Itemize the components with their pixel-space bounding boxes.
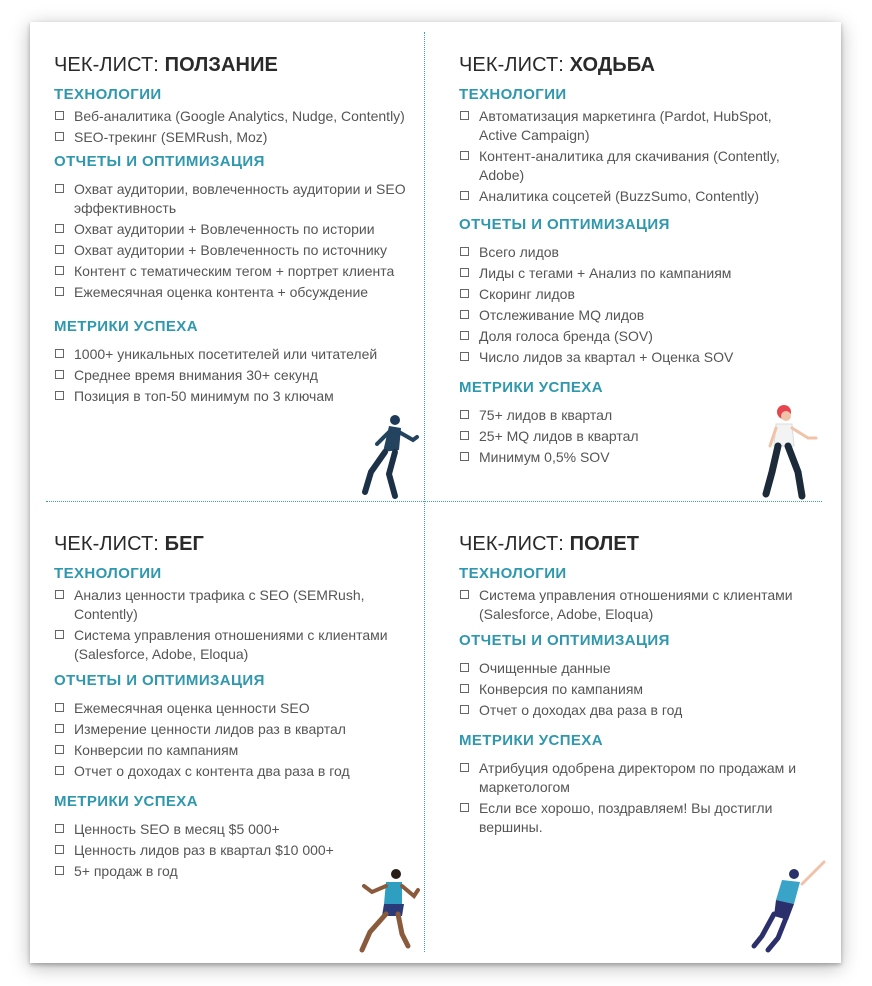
- checklist-title-crawling: [54, 54, 426, 77]
- checklist-item[interactable]: [459, 448, 809, 467]
- checklist-reports-optimization: [459, 659, 809, 720]
- checklist-item[interactable]: [459, 243, 809, 262]
- checkbox-icon[interactable]: [460, 410, 469, 419]
- quadrant-running: [54, 533, 409, 883]
- checkbox-icon[interactable]: [460, 352, 469, 361]
- checklist-item-label: Позиция в топ-50 минимум по 3 ключам: [74, 388, 334, 404]
- checklist-item-label: Если все хорошо, поздравляем! Вы достигли вершины.: [479, 800, 773, 835]
- checkbox-icon[interactable]: [55, 266, 64, 275]
- checklist-item-label: Автоматизация маркетинга (Pardot, HubSpot, Active Campaign): [479, 108, 772, 143]
- checkbox-icon[interactable]: [55, 724, 64, 733]
- checkbox-icon[interactable]: [55, 703, 64, 712]
- checklist-item[interactable]: [54, 626, 409, 664]
- section-heading-technologies: ТЕХНОЛОГИИ: [54, 565, 162, 582]
- checklist-item-label: Контент с тематическим тегом + портрет клиента: [74, 263, 395, 279]
- checklist-technologies: [459, 107, 809, 206]
- checklist-item-label: Охват аудитории + Вовлеченность по истории: [74, 221, 375, 237]
- checkbox-icon[interactable]: [55, 590, 64, 599]
- title-stage: БЕГ: [164, 533, 204, 555]
- checkbox-icon[interactable]: [55, 349, 64, 358]
- walking-person-illustration: [758, 402, 822, 502]
- quadrant-flying: [459, 533, 809, 839]
- checkbox-icon[interactable]: [55, 630, 64, 639]
- checkbox-icon[interactable]: [460, 151, 469, 160]
- checklist-item-label: Анализ ценности трафика с SEO (SEMRush, Contently): [74, 587, 365, 622]
- checklist-item[interactable]: [459, 427, 809, 446]
- checklist-item-label: Скоринг лидов: [479, 286, 575, 302]
- section-heading-reports-optimization: ОТЧЕТЫ И ОПТИМИЗАЦИЯ: [54, 153, 265, 170]
- checklist-item[interactable]: [54, 841, 409, 860]
- checklist-success-metrics: [459, 759, 809, 837]
- checklist-item[interactable]: [459, 799, 809, 837]
- checkbox-icon[interactable]: [55, 111, 64, 120]
- flying-person-illustration: [744, 856, 836, 954]
- checklist-item[interactable]: [459, 264, 809, 283]
- checklist-item[interactable]: [459, 107, 809, 145]
- checklist-item-label: Отчет о доходах два раза в год: [479, 702, 683, 718]
- checklist-success-metrics: [54, 345, 426, 406]
- title-prefix: ЧЕК-ЛИСТ:: [54, 533, 165, 555]
- section-heading-success-metrics: МЕТРИКИ УСПЕХА: [459, 732, 603, 749]
- checklist-item[interactable]: [459, 306, 809, 325]
- checkbox-icon[interactable]: [460, 452, 469, 461]
- checklist-title-walking: [459, 54, 809, 77]
- checklist-item[interactable]: [54, 720, 409, 739]
- checkbox-icon[interactable]: [460, 431, 469, 440]
- checklist-item-label: Ценность SEO в месяц $5 000+: [74, 821, 280, 837]
- quadrant-crawling: [54, 54, 426, 408]
- checklist-item-label: Среднее время внимания 30+ секунд: [74, 367, 318, 383]
- checklist-item[interactable]: [459, 701, 809, 720]
- checkbox-icon[interactable]: [460, 684, 469, 693]
- checkbox-icon[interactable]: [55, 370, 64, 379]
- checklist-item-label: Ежемесячная оценка контента + обсуждение: [74, 284, 369, 300]
- checkbox-icon[interactable]: [460, 705, 469, 714]
- checkbox-icon[interactable]: [460, 663, 469, 672]
- checkbox-icon[interactable]: [460, 268, 469, 277]
- checklist-item-label: 5+ продаж в год: [74, 863, 178, 879]
- section-heading-success-metrics: МЕТРИКИ УСПЕХА: [459, 379, 603, 396]
- checkbox-icon[interactable]: [55, 224, 64, 233]
- checklist-item[interactable]: [459, 187, 809, 206]
- checklist-item[interactable]: [54, 699, 409, 718]
- checkbox-icon[interactable]: [460, 331, 469, 340]
- checklist-item[interactable]: [54, 820, 409, 839]
- checkbox-icon[interactable]: [55, 184, 64, 193]
- horizontal-divider: [46, 501, 822, 502]
- title-stage: ПОЛЕТ: [569, 533, 640, 555]
- checklist-item-label: Аналитика соцсетей (BuzzSumo, Contently): [479, 188, 760, 204]
- title-prefix: ЧЕК-ЛИСТ:: [459, 533, 570, 555]
- checklist-success-metrics: [459, 406, 809, 467]
- checklist-item[interactable]: [459, 406, 809, 425]
- section-heading-success-metrics: МЕТРИКИ УСПЕХА: [54, 793, 198, 810]
- checkbox-icon[interactable]: [460, 111, 469, 120]
- checklist-item-label: Конверсии по кампаниям: [74, 742, 239, 758]
- checklist-item[interactable]: [54, 586, 409, 624]
- checklist-item-label: Ценность лидов раз в квартал $10 000+: [74, 842, 334, 858]
- checklist-item-label: Всего лидов: [479, 244, 559, 260]
- checklist-item-label: Конверсия по кампаниям: [479, 681, 644, 697]
- checklist-item-label: 1000+ уникальных посетителей или читателей: [74, 346, 378, 362]
- checklist-item-label: Веб-аналитика (Google Analytics, Nudge, Contently): [74, 108, 405, 124]
- checklist-item-label: Очищенные данные: [479, 660, 611, 676]
- checklist-item[interactable]: [459, 759, 809, 797]
- checklist-item[interactable]: [459, 327, 809, 346]
- checklist-item-label: Лиды с тегами + Анализ по кампаниям: [479, 265, 732, 281]
- checklist-item-label: Атрибуция одобрена директором по продажам и маркетологом: [479, 760, 797, 795]
- checkbox-icon[interactable]: [55, 866, 64, 875]
- checklist-item-label: Система управления отношениями с клиентами (Salesforce, Adobe, Eloqua): [74, 627, 388, 662]
- checklist-item[interactable]: [459, 147, 809, 185]
- checklist-item[interactable]: [54, 741, 409, 760]
- checklist-item-label: SEO-трекинг (SEMRush, Moz): [74, 129, 268, 145]
- checklist-reports-optimization: [54, 180, 426, 302]
- checkbox-icon[interactable]: [55, 287, 64, 296]
- checklist-item[interactable]: [459, 348, 809, 367]
- checklist-title-running: [54, 533, 409, 556]
- checklist-item[interactable]: [54, 345, 426, 364]
- checkbox-icon[interactable]: [460, 763, 469, 772]
- checkbox-icon[interactable]: [460, 803, 469, 812]
- checklist-item-label: Измерение ценности лидов раз в квартал: [74, 721, 346, 737]
- checklist-item-label: Охват аудитории, вовлеченность аудитории и SEO эффективность: [74, 181, 406, 216]
- checklist-item-label: Контент-аналитика для скачивания (Contently, Adobe): [479, 148, 780, 183]
- checkbox-icon[interactable]: [460, 289, 469, 298]
- section-heading-technologies: ТЕХНОЛОГИИ: [459, 86, 567, 103]
- checklist-item-label: Отслеживание MQ лидов: [479, 307, 645, 323]
- checkbox-icon[interactable]: [460, 191, 469, 200]
- checklist-item[interactable]: [54, 107, 426, 126]
- running-person-illustration: [352, 866, 424, 958]
- quadrant-walking: [459, 54, 809, 469]
- section-heading-technologies: ТЕХНОЛОГИИ: [54, 86, 162, 103]
- section-heading-reports-optimization: ОТЧЕТЫ И ОПТИМИЗАЦИЯ: [459, 632, 670, 649]
- checklist-item[interactable]: [54, 366, 426, 385]
- checkbox-icon[interactable]: [55, 391, 64, 400]
- checklist-item-label: Доля голоса бренда (SOV): [479, 328, 653, 344]
- checklist-item[interactable]: [54, 762, 409, 781]
- checklist-item-label: 25+ MQ лидов в квартал: [479, 428, 639, 444]
- checkbox-icon[interactable]: [55, 824, 64, 833]
- checklist-item[interactable]: [459, 586, 809, 624]
- section-heading-reports-optimization: ОТЧЕТЫ И ОПТИМИЗАЦИЯ: [459, 216, 670, 233]
- crawling-person-illustration: [355, 410, 425, 502]
- checklist-technologies: [54, 586, 409, 664]
- checklist-technologies: [459, 586, 809, 624]
- title-stage: ХОДЬБА: [569, 54, 655, 76]
- checkbox-icon[interactable]: [55, 845, 64, 854]
- checklist-item-label: Число лидов за квартал + Оценка SOV: [479, 349, 734, 365]
- section-heading-reports-optimization: ОТЧЕТЫ И ОПТИМИЗАЦИЯ: [54, 672, 265, 689]
- checklist-item[interactable]: [54, 241, 426, 260]
- checklist-item[interactable]: [54, 283, 426, 302]
- checklist-item[interactable]: [459, 659, 809, 678]
- checklist-item[interactable]: [54, 387, 426, 406]
- checkbox-icon[interactable]: [460, 310, 469, 319]
- checkbox-icon[interactable]: [55, 132, 64, 141]
- checklist-item[interactable]: [459, 680, 809, 699]
- checklist-item[interactable]: [459, 285, 809, 304]
- checkbox-icon[interactable]: [460, 590, 469, 599]
- title-prefix: ЧЕК-ЛИСТ:: [459, 54, 570, 76]
- title-stage: ПОЛЗАНИЕ: [164, 54, 278, 76]
- checklist-item-label: Охват аудитории + Вовлеченность по источнику: [74, 242, 387, 258]
- checklist-title-flying: [459, 533, 809, 556]
- checklist-item-label: Минимум 0,5% SOV: [479, 449, 610, 465]
- checkbox-icon[interactable]: [55, 766, 64, 775]
- checklist-item-label: Система управления отношениями с клиентами (Salesforce, Adobe, Eloqua): [479, 587, 793, 622]
- checkbox-icon[interactable]: [55, 745, 64, 754]
- checklist-item-label: 75+ лидов в квартал: [479, 407, 613, 423]
- section-heading-technologies: ТЕХНОЛОГИИ: [459, 565, 567, 582]
- checkbox-icon[interactable]: [55, 245, 64, 254]
- checklist-item-label: Отчет о доходах с контента два раза в год: [74, 763, 350, 779]
- checklist-item[interactable]: [54, 262, 426, 281]
- checklist-item-label: Ежемесячная оценка ценности SEO: [74, 700, 310, 716]
- checklist-item[interactable]: [54, 220, 426, 239]
- checklist-technologies: [54, 107, 426, 147]
- checklist-item[interactable]: [54, 180, 426, 218]
- checklist-item[interactable]: [54, 128, 426, 147]
- checklist-reports-optimization: [54, 699, 409, 781]
- checklist-reports-optimization: [459, 243, 809, 367]
- section-heading-success-metrics: МЕТРИКИ УСПЕХА: [54, 318, 198, 335]
- title-prefix: ЧЕК-ЛИСТ:: [54, 54, 165, 76]
- checkbox-icon[interactable]: [460, 247, 469, 256]
